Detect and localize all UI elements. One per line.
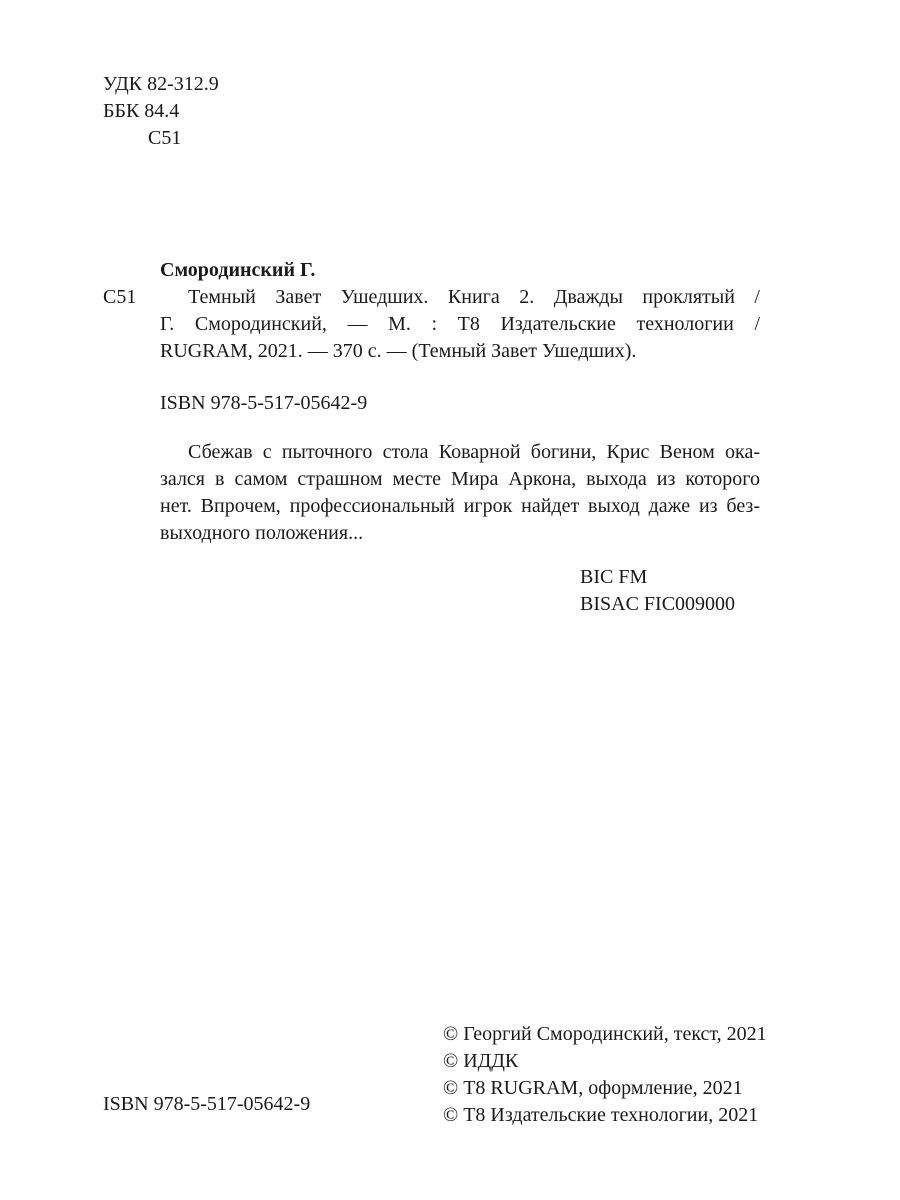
classification-block xyxy=(103,71,219,152)
description-line: Темный Завет Ушедших. Книга 2. Дважды проклятый / xyxy=(188,286,760,308)
author-heading-text: Смородинский Г. xyxy=(160,259,316,281)
copyright-line: © Т8 Издательские технологии, 2021 xyxy=(443,1104,759,1126)
annotation-line: нет. Впрочем, профессиональный игрок найдет выход даже из без- xyxy=(160,495,760,517)
bibliographic-description xyxy=(160,284,760,365)
isbn-main-text: ISBN 978-5-517-05642-9 xyxy=(160,392,368,414)
isbn-main xyxy=(160,390,367,417)
bic-code: BIC FM xyxy=(580,566,648,588)
bbk-code: ББК 84.4 xyxy=(103,100,180,122)
copyright-block xyxy=(443,1021,767,1129)
copyright-line: © Георгий Смородинский, текст, 2021 xyxy=(443,1023,767,1045)
copyright-line: © Т8 RUGRAM, оформление, 2021 xyxy=(443,1077,743,1099)
annotation-line: Сбежав с пыточного стола Коварной богини, Крис Веном ока- xyxy=(188,441,760,463)
side-mark xyxy=(103,284,136,311)
bisac-code: BISAC FIC009000 xyxy=(580,593,736,615)
annotation-line: зался в самом страшном месте Мира Аркона, выхода из которого xyxy=(160,468,760,490)
description-line: Г. Смородинский, — М. : Т8 Издательские технологии / xyxy=(160,313,760,335)
subject-codes xyxy=(580,564,735,618)
side-mark-text: С51 xyxy=(103,286,137,308)
udk-code: УДК 82-312.9 xyxy=(103,73,219,95)
copyright-line: © ИДДК xyxy=(443,1050,519,1072)
isbn-footer xyxy=(103,1091,310,1118)
description-line: RUGRAM, 2021. — 370 с. — (Темный Завет Ушедших). xyxy=(160,340,637,362)
annotation xyxy=(160,439,760,547)
isbn-footer-text: ISBN 978-5-517-05642-9 xyxy=(103,1093,311,1115)
author-heading xyxy=(160,257,315,284)
author-mark: С51 xyxy=(148,127,182,149)
annotation-line: выходного положения... xyxy=(160,522,364,544)
